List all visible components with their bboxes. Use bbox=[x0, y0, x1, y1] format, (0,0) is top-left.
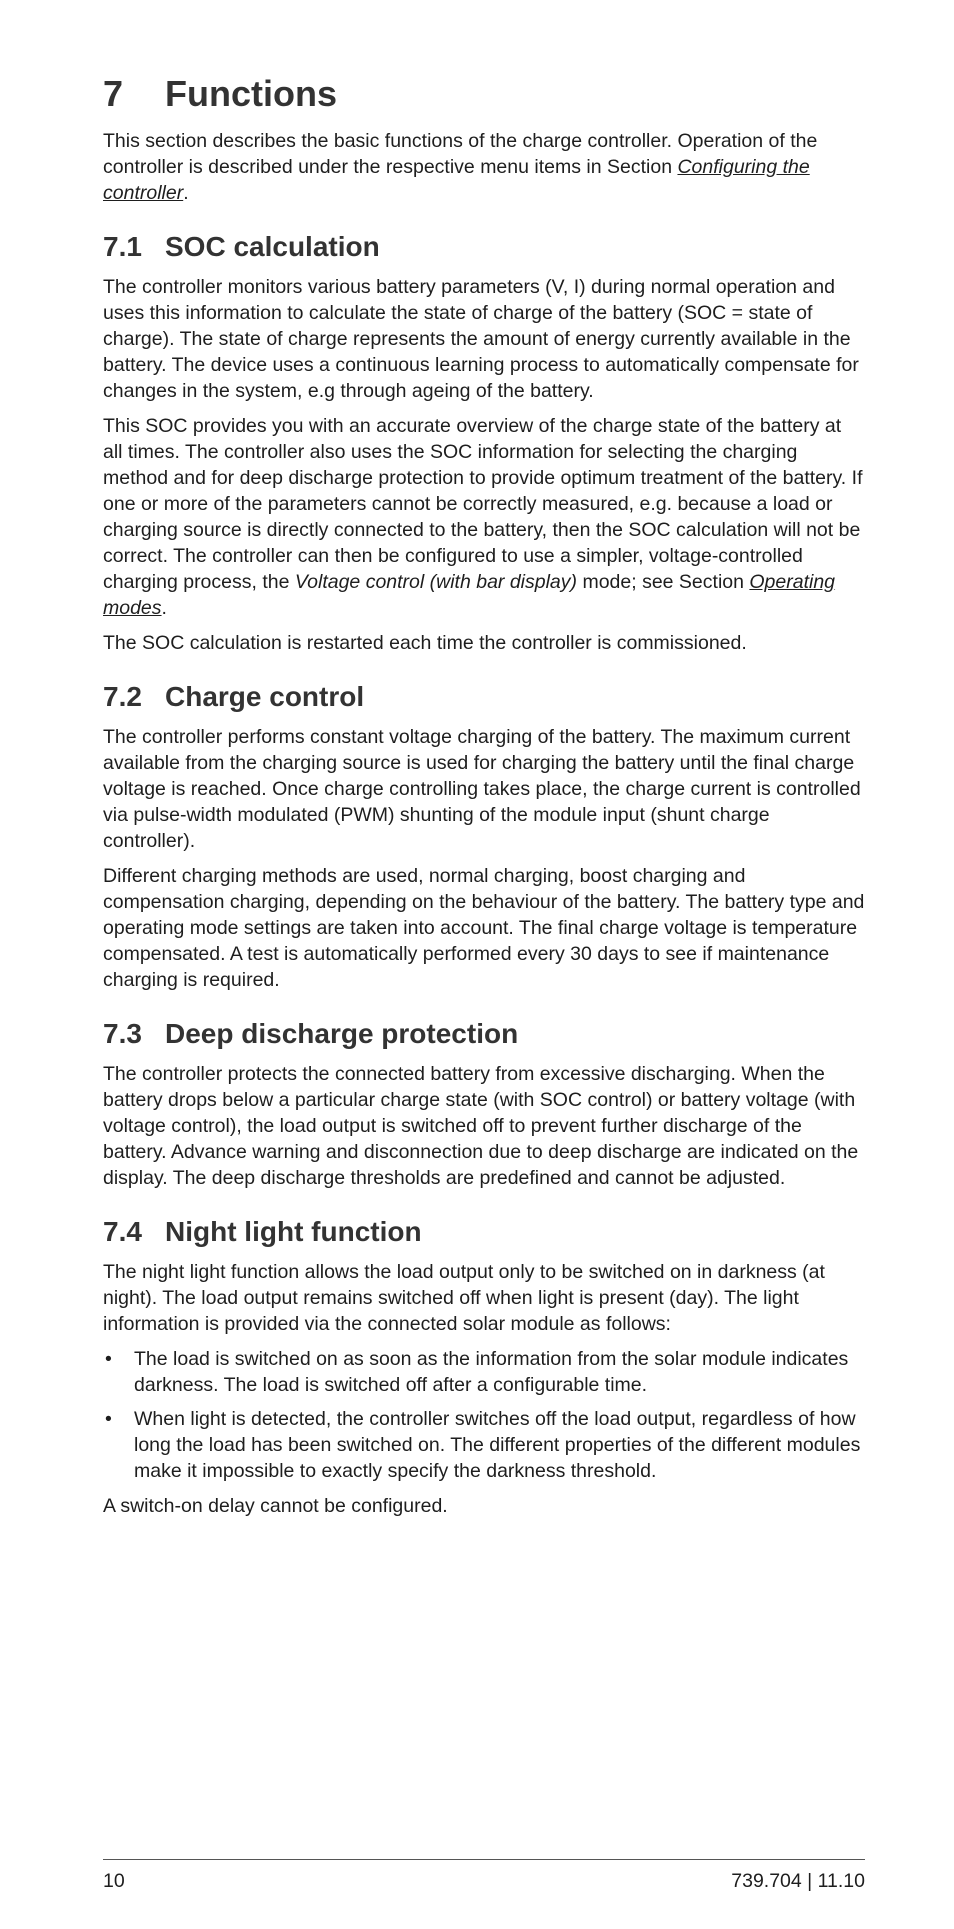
deep-discharge-paragraph: The controller protects the connected battery from excessive discharging. When the battery drops below a particular charge state (with SOC control) or battery voltage (with voltage control), the load output is switched off to prevent further discharge of the battery. Advance warning and disconnection due to deep discharge are indicated on the display. The deep discharge thresholds are predefined and cannot be adjusted. bbox=[103, 1063, 859, 1189]
intro-text: This section describes the basic functions of the charge controller. Operation of the controller is described under the respective menu items in Section bbox=[103, 130, 818, 178]
operating-modes-link[interactable]: Operating modes bbox=[103, 571, 836, 619]
section-number: 7.3 bbox=[103, 1018, 142, 1049]
list-item-text: When light is detected, the controller switches off the load output, regardless of how long the load has been switched on. The different properties of the different modules make it impossible to exactly specify the darkness threshold. bbox=[134, 1408, 861, 1482]
intro-end: . bbox=[183, 182, 189, 204]
soc-paragraph-2 bbox=[103, 413, 865, 621]
section-heading-charge bbox=[103, 680, 865, 714]
document-reference: 739.704 | 11.10 bbox=[731, 1870, 865, 1892]
soc-text-end: . bbox=[161, 597, 167, 619]
section-title: Deep discharge protection bbox=[165, 1018, 519, 1049]
section-heading-night-light bbox=[103, 1215, 865, 1249]
section-title: Charge control bbox=[165, 681, 365, 712]
bullet-icon: • bbox=[105, 1408, 112, 1430]
section-heading-soc bbox=[103, 230, 865, 264]
list-item bbox=[103, 1406, 865, 1484]
list-item-text: The load is switched on as soon as the information from the solar module indicates darkness. The load is switched off after a configurable time. bbox=[134, 1348, 849, 1396]
intro-paragraph bbox=[103, 128, 865, 206]
chapter-number: 7 bbox=[103, 73, 124, 114]
list-item bbox=[103, 1346, 865, 1398]
soc-paragraph-1: The controller monitors various battery parameters (V, I) during normal operation and uses this information to calculate the state of charge of the battery (SOC = state of charge). The state of charge represents the amount of energy currently available in the battery. The device uses a continuous learning process to automatically compensate for changes in the system, e.g through ageing of the battery. bbox=[103, 276, 859, 402]
voltage-control-mode: Voltage control (with bar display) bbox=[294, 571, 578, 593]
footer-divider bbox=[103, 1859, 865, 1860]
section-heading-deep-discharge bbox=[103, 1017, 865, 1051]
section-title: Night light function bbox=[165, 1216, 422, 1247]
charge-paragraph-1: The controller performs constant voltage charging of the battery. The maximum current available from the charging source is used for charging the battery until the final charge voltage is reached. Once charge controlling takes place, the charge current is controlled via pulse-width modulated (PWM) shunting of the module input (shunt charge controller). bbox=[103, 726, 861, 852]
soc-text-a: This SOC provides you with an accurate overview of the charge state of the battery at all times. The controller also uses the SOC information for selecting the charging method and for deep discharge protection to provide optimum treatment of the battery. If one or more of the parameters cannot be correctly measured, e.g. because a load or charging source is directly connected to the battery, then the SOC calculation will not be correct. The controller can then be configured to use a simpler, voltage-controlled charging process, the bbox=[103, 415, 863, 593]
configuring-controller-link[interactable]: Configuring the controller bbox=[103, 156, 810, 204]
section-number: 7.2 bbox=[103, 681, 142, 712]
page-number: 10 bbox=[103, 1870, 125, 1892]
chapter-heading bbox=[103, 72, 865, 116]
bullet-icon: • bbox=[105, 1348, 112, 1370]
charge-paragraph-2: Different charging methods are used, normal charging, boost charging and compensation charging, depending on the behaviour of the battery. The battery type and operating mode settings are taken into account. The final charge voltage is temperature compensated. A test is automatically performed every 30 days to see if maintenance charging is required. bbox=[103, 865, 865, 991]
section-title: SOC calculation bbox=[165, 231, 380, 262]
night-light-paragraph-1: The night light function allows the load output only to be switched on in darkness (at night). The load output remains switched off when light is present (day). The light information is provided via the connected solar module as follows: bbox=[103, 1261, 825, 1335]
page-content bbox=[103, 72, 865, 1528]
night-light-list bbox=[103, 1346, 865, 1484]
night-light-paragraph-2: A switch-on delay cannot be configured. bbox=[103, 1495, 448, 1517]
soc-text-b: mode; see Section bbox=[577, 571, 750, 593]
section-number: 7.1 bbox=[103, 231, 142, 262]
chapter-title: Functions bbox=[165, 73, 337, 114]
soc-paragraph-3: The SOC calculation is restarted each time the controller is commissioned. bbox=[103, 632, 747, 654]
section-number: 7.4 bbox=[103, 1216, 142, 1247]
